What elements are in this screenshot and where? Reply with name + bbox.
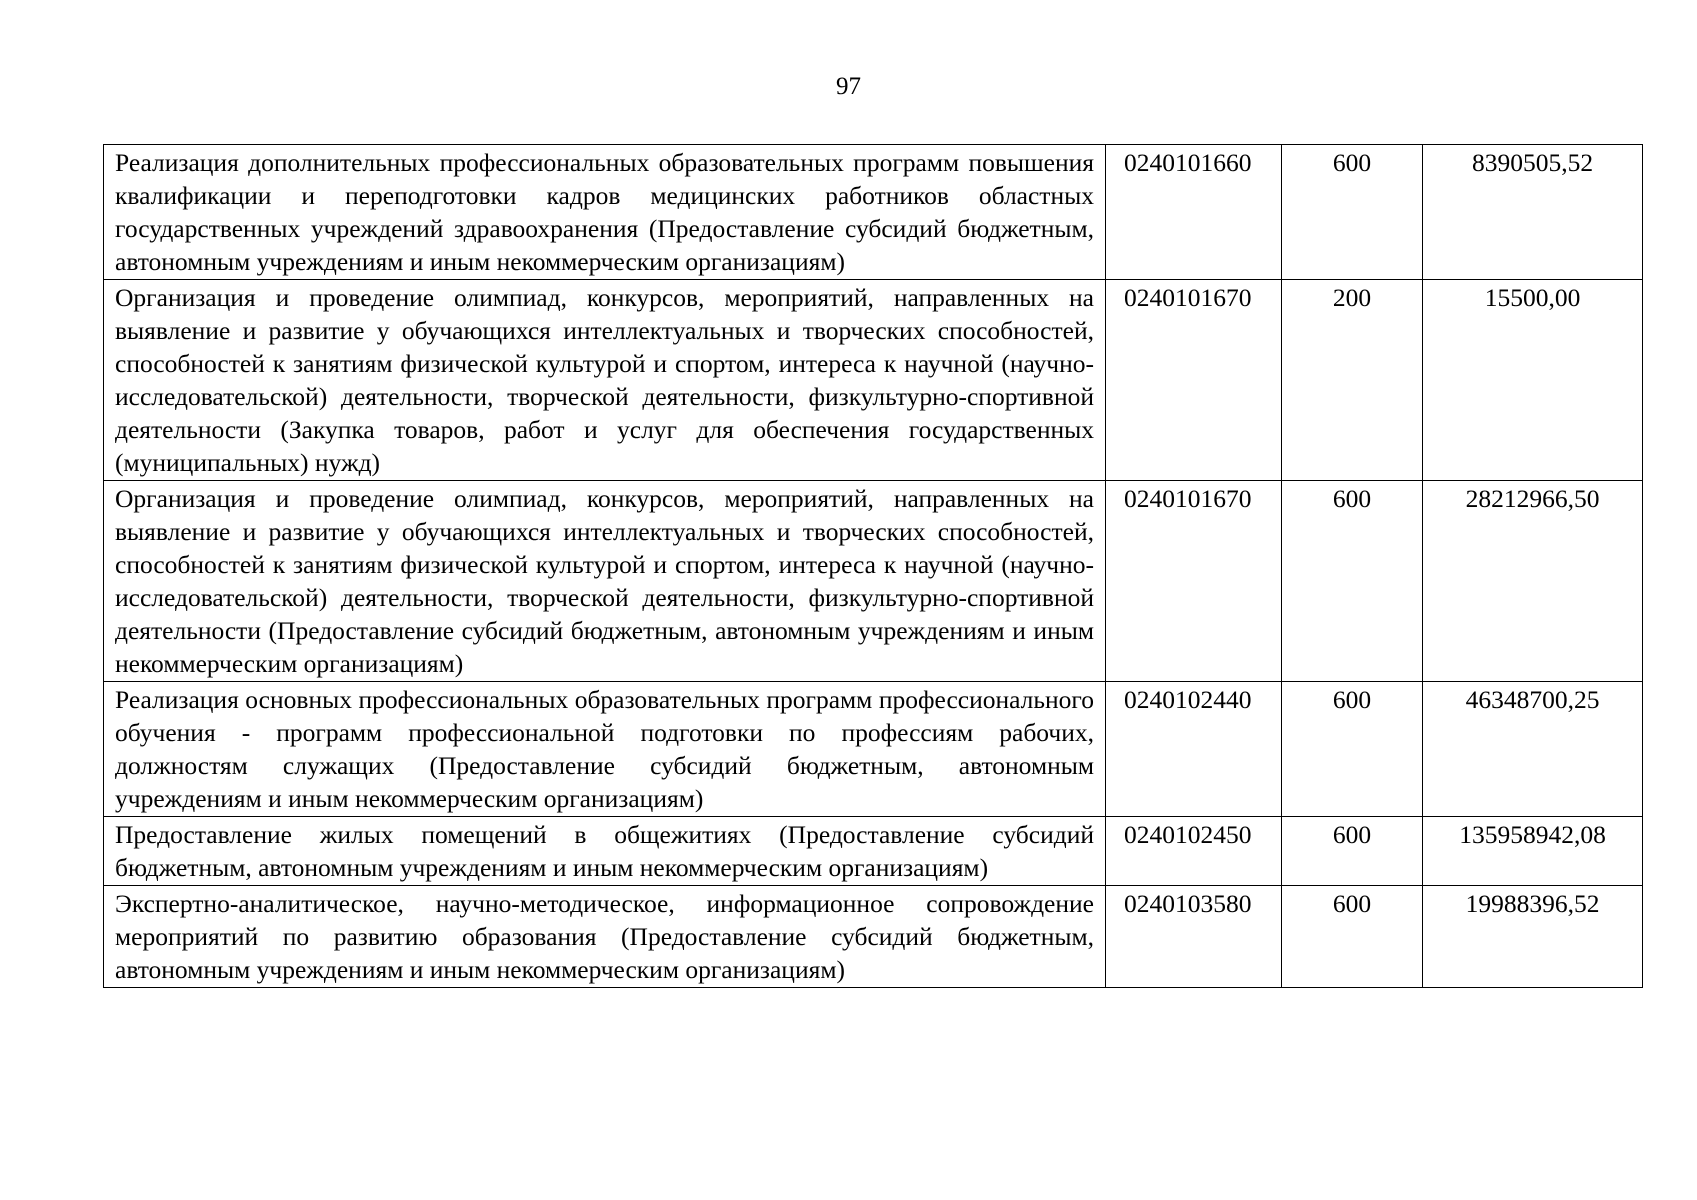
row-expense-type: 600 xyxy=(1282,817,1423,886)
row-target-code: 0240103580 xyxy=(1106,886,1282,988)
table-row xyxy=(104,817,1643,886)
row-expense-type: 200 xyxy=(1282,280,1423,481)
row-expense-type: 600 xyxy=(1282,481,1423,682)
row-amount: 19988396,52 xyxy=(1423,886,1643,988)
row-expense-type: 600 xyxy=(1282,682,1423,817)
row-expense-type: 600 xyxy=(1282,886,1423,988)
row-amount: 8390505,52 xyxy=(1423,145,1643,280)
row-description: Организация и проведение олимпиад, конкурсов, мероприятий, направленных на выявление и развитие у обучающихся интеллектуальных и творческих способностей, способностей к занятиям физической культурой и спортом, интереса к научной (научно-исследовательской) деятельности, творческой деятельности, физкультурно-спортивной деятельности (Предоставление субсидий бюджетным, автономным учреждениям и иным некоммерческим организациям) xyxy=(104,481,1106,682)
row-target-code: 0240101670 xyxy=(1106,280,1282,481)
row-amount: 28212966,50 xyxy=(1423,481,1643,682)
row-expense-type: 600 xyxy=(1282,145,1423,280)
row-target-code: 0240101670 xyxy=(1106,481,1282,682)
table-row xyxy=(104,886,1643,988)
row-description: Реализация дополнительных профессиональных образовательных программ повышения квалификации и переподготовки кадров медицинских работников областных государственных учреждений здравоохранения (Предоставление субсидий бюджетным, автономным учреждениям и иным некоммерческим организациям) xyxy=(104,145,1106,280)
budget-table-body xyxy=(104,145,1643,988)
row-target-code: 0240101660 xyxy=(1106,145,1282,280)
row-amount: 15500,00 xyxy=(1423,280,1643,481)
row-target-code: 0240102440 xyxy=(1106,682,1282,817)
row-description: Организация и проведение олимпиад, конкурсов, мероприятий, направленных на выявление и развитие у обучающихся интеллектуальных и творческих способностей, способностей к занятиям физической культурой и спортом, интереса к научной (научно-исследовательской) деятельности, творческой деятельности, физкультурно-спортивной деятельности (Закупка товаров, работ и услуг для обеспечения государственных (муниципальных) нужд) xyxy=(104,280,1106,481)
table-row xyxy=(104,481,1643,682)
table-row xyxy=(104,280,1643,481)
row-amount: 135958942,08 xyxy=(1423,817,1643,886)
table-row xyxy=(104,682,1643,817)
row-description: Экспертно-аналитическое, научно-методическое, информационное сопровождение мероприятий по развитию образования (Предоставление субсидий бюджетным, автономным учреждениям и иным некоммерческим организациям) xyxy=(104,886,1106,988)
table-row xyxy=(104,145,1643,280)
page-number: 97 xyxy=(836,73,861,100)
row-amount: 46348700,25 xyxy=(1423,682,1643,817)
row-target-code: 0240102450 xyxy=(1106,817,1282,886)
row-description: Предоставление жилых помещений в общежитиях (Предоставление субсидий бюджетным, автономным учреждениям и иным некоммерческим организациям) xyxy=(104,817,1106,886)
budget-table xyxy=(103,144,1643,988)
row-description: Реализация основных профессиональных образовательных программ профессионального обучения - программ профессиональной подготовки по профессиям рабочих, должностям служащих (Предоставление субсидий бюджетным, автономным учреждениям и иным некоммерческим организациям) xyxy=(104,682,1106,817)
